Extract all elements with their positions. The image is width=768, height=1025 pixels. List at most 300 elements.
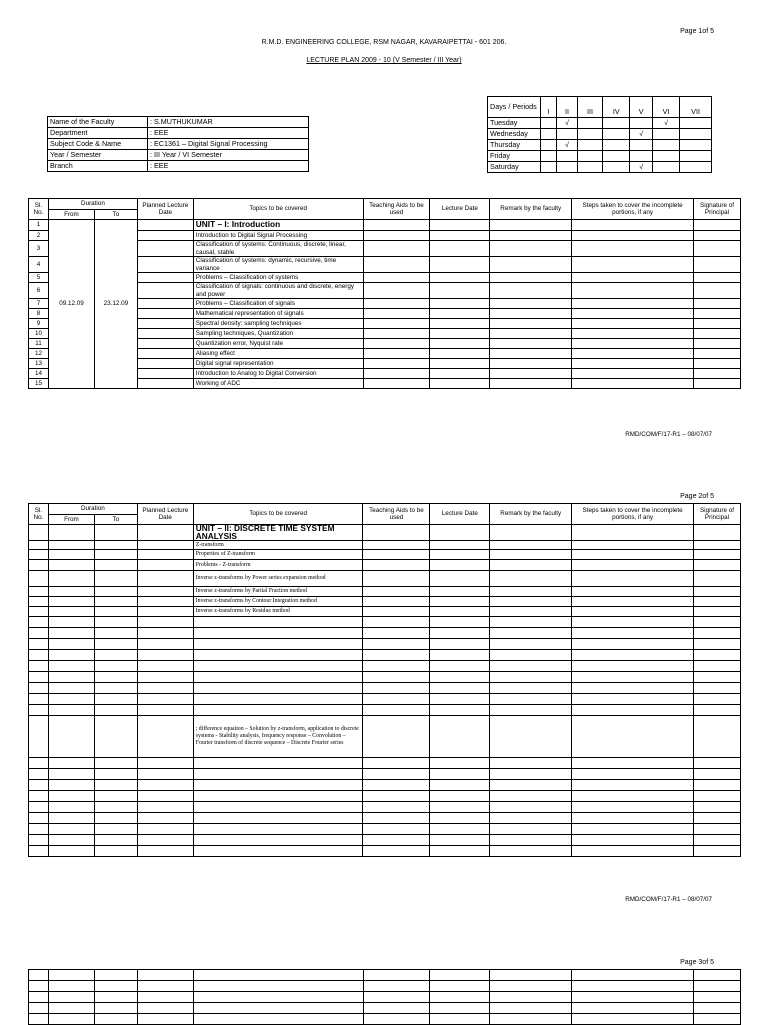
empty-cell — [693, 349, 740, 359]
empty-cell — [94, 802, 137, 813]
empty-cell — [490, 628, 572, 639]
table-row — [29, 597, 741, 607]
planned-date-cell — [137, 283, 193, 299]
topic-cell: Classification of systems: Continuous, discrete, linear, causal, stable — [193, 241, 363, 257]
empty-cell — [137, 607, 193, 617]
day-label: Wednesday — [488, 129, 541, 140]
period-cell — [630, 151, 653, 162]
col-steps: Steps taken to cover the incomplete portions, if any — [572, 199, 694, 220]
empty-cell — [693, 650, 740, 661]
empty-cell — [693, 694, 740, 705]
topic-cell: Introduction to Digital Signal Processing — [193, 231, 363, 241]
period-cell — [630, 118, 653, 129]
empty-cell — [363, 970, 430, 981]
period-cell — [577, 140, 602, 151]
topic-cell — [193, 628, 363, 639]
empty-cell — [490, 970, 572, 981]
empty-cell — [572, 257, 694, 273]
topic-cell: Classification of systems: dynamic, recursive, time variance — [193, 257, 363, 273]
empty-cell — [29, 970, 49, 981]
page-number: Page 1of 5 — [680, 28, 714, 35]
empty-cell — [572, 769, 694, 780]
check-mark: √ — [664, 118, 669, 127]
empty-cell — [363, 824, 430, 835]
topic-cell — [193, 824, 363, 835]
empty-cell — [430, 241, 490, 257]
topic-cell: Introduction to Analog to Digital Conversion — [193, 369, 363, 379]
empty-cell — [572, 607, 694, 617]
empty-cell — [693, 273, 740, 283]
unit-title: UNIT – II: DISCRETE TIME SYSTEM ANALYSIS — [193, 525, 363, 541]
empty-cell — [137, 1003, 193, 1014]
empty-cell — [572, 319, 694, 329]
empty-cell — [430, 716, 490, 758]
faculty-info-table — [47, 116, 309, 172]
topic-cell — [193, 661, 363, 672]
empty-cell — [490, 299, 572, 309]
topic-cell — [193, 780, 363, 791]
empty-cell — [430, 981, 490, 992]
empty-cell — [137, 683, 193, 694]
empty-cell — [693, 597, 740, 607]
empty-cell — [137, 780, 193, 791]
period-cell — [603, 118, 630, 129]
period-cell — [680, 118, 712, 129]
empty-cell — [363, 241, 430, 257]
period-cell — [557, 140, 578, 151]
topic-cell-note: ; difference equation – Solution by z-transform, application to discrete systems - Stability analysis, frequency response – Convolution – Fourier transform of discrete sequence – Discrete Fourier series — [193, 716, 363, 758]
empty-cell — [363, 607, 430, 617]
table-row — [29, 780, 741, 791]
empty-cell — [572, 813, 694, 824]
table-row — [29, 813, 741, 824]
empty-cell — [430, 846, 490, 857]
college-name: R.M.D. ENGINEERING COLLEGE, RSM NAGAR, KAVARAIPETTAI - 601 206. — [261, 39, 507, 46]
empty-cell — [48, 716, 94, 758]
period-cell — [652, 162, 679, 173]
table-row — [29, 617, 741, 628]
empty-cell — [94, 560, 137, 571]
topic-cell: Inverse z-transforms by Contour Integration method — [193, 597, 363, 607]
empty-cell — [693, 550, 740, 560]
empty-cell — [430, 617, 490, 628]
info-row — [48, 139, 309, 150]
empty-cell — [137, 587, 193, 597]
empty-cell — [363, 369, 430, 379]
empty-cell — [29, 639, 49, 650]
empty-cell — [363, 231, 430, 241]
empty-cell — [430, 283, 490, 299]
empty-cell — [430, 1003, 490, 1014]
empty-cell — [490, 824, 572, 835]
check-mark: √ — [565, 140, 569, 149]
row-number: 8 — [29, 309, 49, 319]
empty-cell — [490, 339, 572, 349]
empty-cell — [430, 672, 490, 683]
empty-cell — [48, 672, 94, 683]
empty-cell — [137, 550, 193, 560]
empty-cell — [94, 650, 137, 661]
empty-cell — [363, 835, 430, 846]
empty-cell — [572, 780, 694, 791]
empty-cell — [48, 661, 94, 672]
row-number: 15 — [29, 379, 49, 389]
empty-cell — [363, 780, 430, 791]
empty-cell — [693, 769, 740, 780]
topic-cell: Problems – Classification of systems — [193, 273, 363, 283]
empty-cell — [693, 607, 740, 617]
empty-cell — [137, 541, 193, 550]
info-label: Subject Code & Name — [48, 139, 148, 150]
period-cell — [630, 162, 653, 173]
empty-cell — [430, 339, 490, 349]
empty-cell — [430, 571, 490, 587]
topic-cell: Aliasing effect — [193, 349, 363, 359]
empty-cell — [363, 587, 430, 597]
planned-date-cell — [137, 319, 193, 329]
empty-cell — [48, 550, 94, 560]
col-planned-date: Planned Lecture Date — [137, 199, 193, 220]
empty-cell — [48, 813, 94, 824]
empty-cell — [430, 683, 490, 694]
empty-cell — [572, 758, 694, 769]
empty-cell — [430, 758, 490, 769]
empty-cell — [430, 560, 490, 571]
empty-cell — [48, 525, 94, 541]
period-cell — [680, 140, 712, 151]
empty-cell — [430, 319, 490, 329]
period-cell — [577, 162, 602, 173]
empty-cell — [363, 628, 430, 639]
empty-cell — [48, 835, 94, 846]
period-cell — [577, 118, 602, 129]
empty-cell — [94, 683, 137, 694]
empty-cell — [572, 981, 694, 992]
empty-cell — [137, 824, 193, 835]
table-row — [29, 1014, 741, 1025]
empty-cell — [29, 716, 49, 758]
empty-cell — [572, 1003, 694, 1014]
empty-cell — [48, 992, 94, 1003]
empty-cell — [137, 525, 193, 541]
form-code-footer: RMD/COM/F/17-R1 – 08/07/07 — [625, 896, 712, 903]
empty-cell — [490, 283, 572, 299]
empty-cell — [490, 607, 572, 617]
empty-cell — [490, 319, 572, 329]
empty-cell — [490, 705, 572, 716]
empty-cell — [572, 525, 694, 541]
empty-cell — [29, 802, 49, 813]
row-number: 4 — [29, 257, 49, 273]
period-cell — [557, 151, 578, 162]
duration-from: 09.12.09 — [48, 220, 94, 389]
empty-cell — [29, 617, 49, 628]
row-number: 14 — [29, 369, 49, 379]
table-row — [29, 672, 741, 683]
topic-cell: Inverse z-transforms by Power series expansion method — [193, 571, 363, 587]
row-number: 12 — [29, 349, 49, 359]
table-row — [29, 758, 741, 769]
table-row — [29, 607, 741, 617]
empty-cell — [490, 758, 572, 769]
period-cell — [557, 129, 578, 140]
empty-cell — [572, 339, 694, 349]
empty-cell — [430, 769, 490, 780]
empty-cell — [572, 1014, 694, 1025]
empty-cell — [693, 639, 740, 650]
period-cell — [541, 162, 557, 173]
empty-cell — [29, 705, 49, 716]
col-to: To — [94, 514, 137, 525]
empty-cell — [572, 587, 694, 597]
empty-cell — [48, 571, 94, 587]
topic-cell — [193, 791, 363, 802]
empty-cell — [48, 981, 94, 992]
topic-cell — [193, 705, 363, 716]
empty-cell — [363, 683, 430, 694]
table-row — [29, 587, 741, 597]
empty-cell — [693, 587, 740, 597]
empty-cell — [490, 541, 572, 550]
empty-cell — [363, 560, 430, 571]
col-duration: Duration — [48, 504, 137, 515]
empty-cell — [94, 769, 137, 780]
empty-cell — [693, 241, 740, 257]
empty-cell — [430, 359, 490, 369]
empty-cell — [137, 661, 193, 672]
topic-cell: Quantization error, Nyquist rate — [193, 339, 363, 349]
topic-cell: Properties of Z-transform — [193, 550, 363, 560]
empty-cell — [94, 824, 137, 835]
empty-cell — [693, 283, 740, 299]
info-label: Year / Semester — [48, 150, 148, 161]
empty-cell — [572, 220, 694, 231]
planned-date-cell — [137, 309, 193, 319]
table-row — [29, 802, 741, 813]
lecture-plan-table-page3 — [28, 969, 741, 1025]
info-value: : III Year / VI Semester — [148, 150, 309, 161]
col-topics: Topics to be covered — [193, 199, 363, 220]
table-row — [29, 769, 741, 780]
empty-cell — [363, 672, 430, 683]
empty-cell — [572, 835, 694, 846]
empty-cell — [694, 1003, 741, 1014]
empty-cell — [572, 705, 694, 716]
empty-cell — [490, 780, 572, 791]
empty-cell — [430, 1014, 490, 1025]
empty-cell — [137, 802, 193, 813]
period-header: III — [577, 97, 602, 118]
col-duration: Duration — [48, 199, 137, 210]
duration-to: 23.12.09 — [94, 220, 137, 389]
empty-cell — [430, 780, 490, 791]
empty-cell — [363, 791, 430, 802]
period-header: VII — [680, 97, 712, 118]
info-label: Department — [48, 128, 148, 139]
period-cell — [680, 162, 712, 173]
table-row — [29, 683, 741, 694]
row-number: 6 — [29, 283, 49, 299]
table-row — [29, 824, 741, 835]
empty-cell — [137, 597, 193, 607]
planned-date-cell — [137, 220, 193, 231]
lecture-plan-table-unit1 — [28, 198, 741, 389]
empty-cell — [137, 560, 193, 571]
topic-cell: Problems - Z-transform — [193, 560, 363, 571]
empty-cell — [29, 835, 49, 846]
empty-cell — [94, 835, 137, 846]
empty-cell — [48, 769, 94, 780]
empty-cell — [572, 694, 694, 705]
day-label: Thursday — [488, 140, 541, 151]
table-row — [29, 550, 741, 560]
empty-cell — [572, 283, 694, 299]
empty-cell — [137, 791, 193, 802]
empty-cell — [572, 683, 694, 694]
planned-date-cell — [137, 369, 193, 379]
empty-cell — [48, 1014, 94, 1025]
empty-cell — [29, 1003, 49, 1014]
period-cell — [652, 118, 679, 129]
empty-cell — [94, 1014, 137, 1025]
empty-cell — [490, 241, 572, 257]
empty-cell — [363, 309, 430, 319]
empty-cell — [48, 791, 94, 802]
empty-cell — [363, 694, 430, 705]
period-cell — [557, 162, 578, 173]
empty-cell — [430, 309, 490, 319]
empty-cell — [29, 769, 49, 780]
col-planned-date: Planned Lecture Date — [137, 504, 193, 525]
empty-cell — [572, 824, 694, 835]
empty-cell — [48, 587, 94, 597]
table-row — [29, 639, 741, 650]
empty-cell — [94, 813, 137, 824]
empty-cell — [94, 661, 137, 672]
empty-cell — [363, 541, 430, 550]
timetable-header — [488, 97, 712, 118]
empty-cell — [490, 1003, 572, 1014]
empty-cell — [48, 758, 94, 769]
empty-cell — [693, 309, 740, 319]
topic-cell — [193, 672, 363, 683]
table-row — [29, 716, 741, 758]
topic-cell: Spectral density: sampling techniques — [193, 319, 363, 329]
empty-cell — [48, 824, 94, 835]
period-cell — [577, 151, 602, 162]
empty-cell — [490, 220, 572, 231]
period-cell — [680, 151, 712, 162]
empty-cell — [29, 758, 49, 769]
empty-cell — [490, 349, 572, 359]
empty-cell — [137, 571, 193, 587]
empty-cell — [94, 541, 137, 550]
empty-cell — [363, 1003, 430, 1014]
table-row — [29, 541, 741, 550]
row-number: 13 — [29, 359, 49, 369]
empty-cell — [490, 835, 572, 846]
row-number: 11 — [29, 339, 49, 349]
topic-cell — [193, 769, 363, 780]
info-value: : EEE — [148, 161, 309, 172]
empty-cell — [363, 769, 430, 780]
days-periods-label: Days / Periods — [488, 97, 541, 118]
empty-cell — [572, 802, 694, 813]
empty-cell — [572, 349, 694, 359]
empty-cell — [572, 846, 694, 857]
empty-cell — [490, 650, 572, 661]
col-from: From — [48, 514, 94, 525]
empty-cell — [430, 329, 490, 339]
empty-cell — [48, 607, 94, 617]
empty-cell — [490, 1014, 572, 1025]
table-row — [29, 970, 741, 981]
empty-cell — [490, 571, 572, 587]
period-cell — [603, 151, 630, 162]
empty-cell — [430, 970, 490, 981]
empty-cell — [94, 571, 137, 587]
empty-cell — [694, 970, 741, 981]
empty-cell — [490, 309, 572, 319]
empty-cell — [693, 683, 740, 694]
period-cell — [680, 129, 712, 140]
empty-cell — [572, 379, 694, 389]
topic-cell: Working of ADC — [193, 379, 363, 389]
empty-cell — [572, 791, 694, 802]
planned-date-cell — [137, 231, 193, 241]
empty-cell — [363, 639, 430, 650]
topic-cell — [193, 694, 363, 705]
empty-cell — [693, 525, 740, 541]
empty-cell — [29, 672, 49, 683]
table-row — [29, 525, 741, 541]
empty-cell — [490, 379, 572, 389]
empty-cell — [137, 617, 193, 628]
empty-cell — [363, 379, 430, 389]
period-cell — [630, 140, 653, 151]
empty-cell — [490, 992, 572, 1003]
check-mark: √ — [639, 129, 644, 138]
empty-cell — [572, 329, 694, 339]
empty-cell — [693, 359, 740, 369]
empty-cell — [29, 597, 49, 607]
period-header: VI — [652, 97, 679, 118]
empty-cell — [94, 705, 137, 716]
empty-cell — [490, 716, 572, 758]
table-row — [29, 571, 741, 587]
empty-cell — [572, 597, 694, 607]
empty-cell — [94, 791, 137, 802]
empty-cell — [94, 587, 137, 597]
empty-cell — [29, 1014, 49, 1025]
empty-cell — [430, 607, 490, 617]
planned-date-cell — [137, 299, 193, 309]
period-cell — [541, 129, 557, 140]
empty-cell — [137, 628, 193, 639]
empty-cell — [94, 758, 137, 769]
empty-cell — [490, 617, 572, 628]
empty-cell — [29, 992, 49, 1003]
empty-cell — [137, 970, 193, 981]
empty-cell — [137, 650, 193, 661]
planned-date-cell — [137, 359, 193, 369]
empty-cell — [363, 617, 430, 628]
empty-cell — [430, 273, 490, 283]
empty-cell — [48, 846, 94, 857]
empty-cell — [693, 617, 740, 628]
empty-cell — [693, 571, 740, 587]
empty-cell — [430, 379, 490, 389]
